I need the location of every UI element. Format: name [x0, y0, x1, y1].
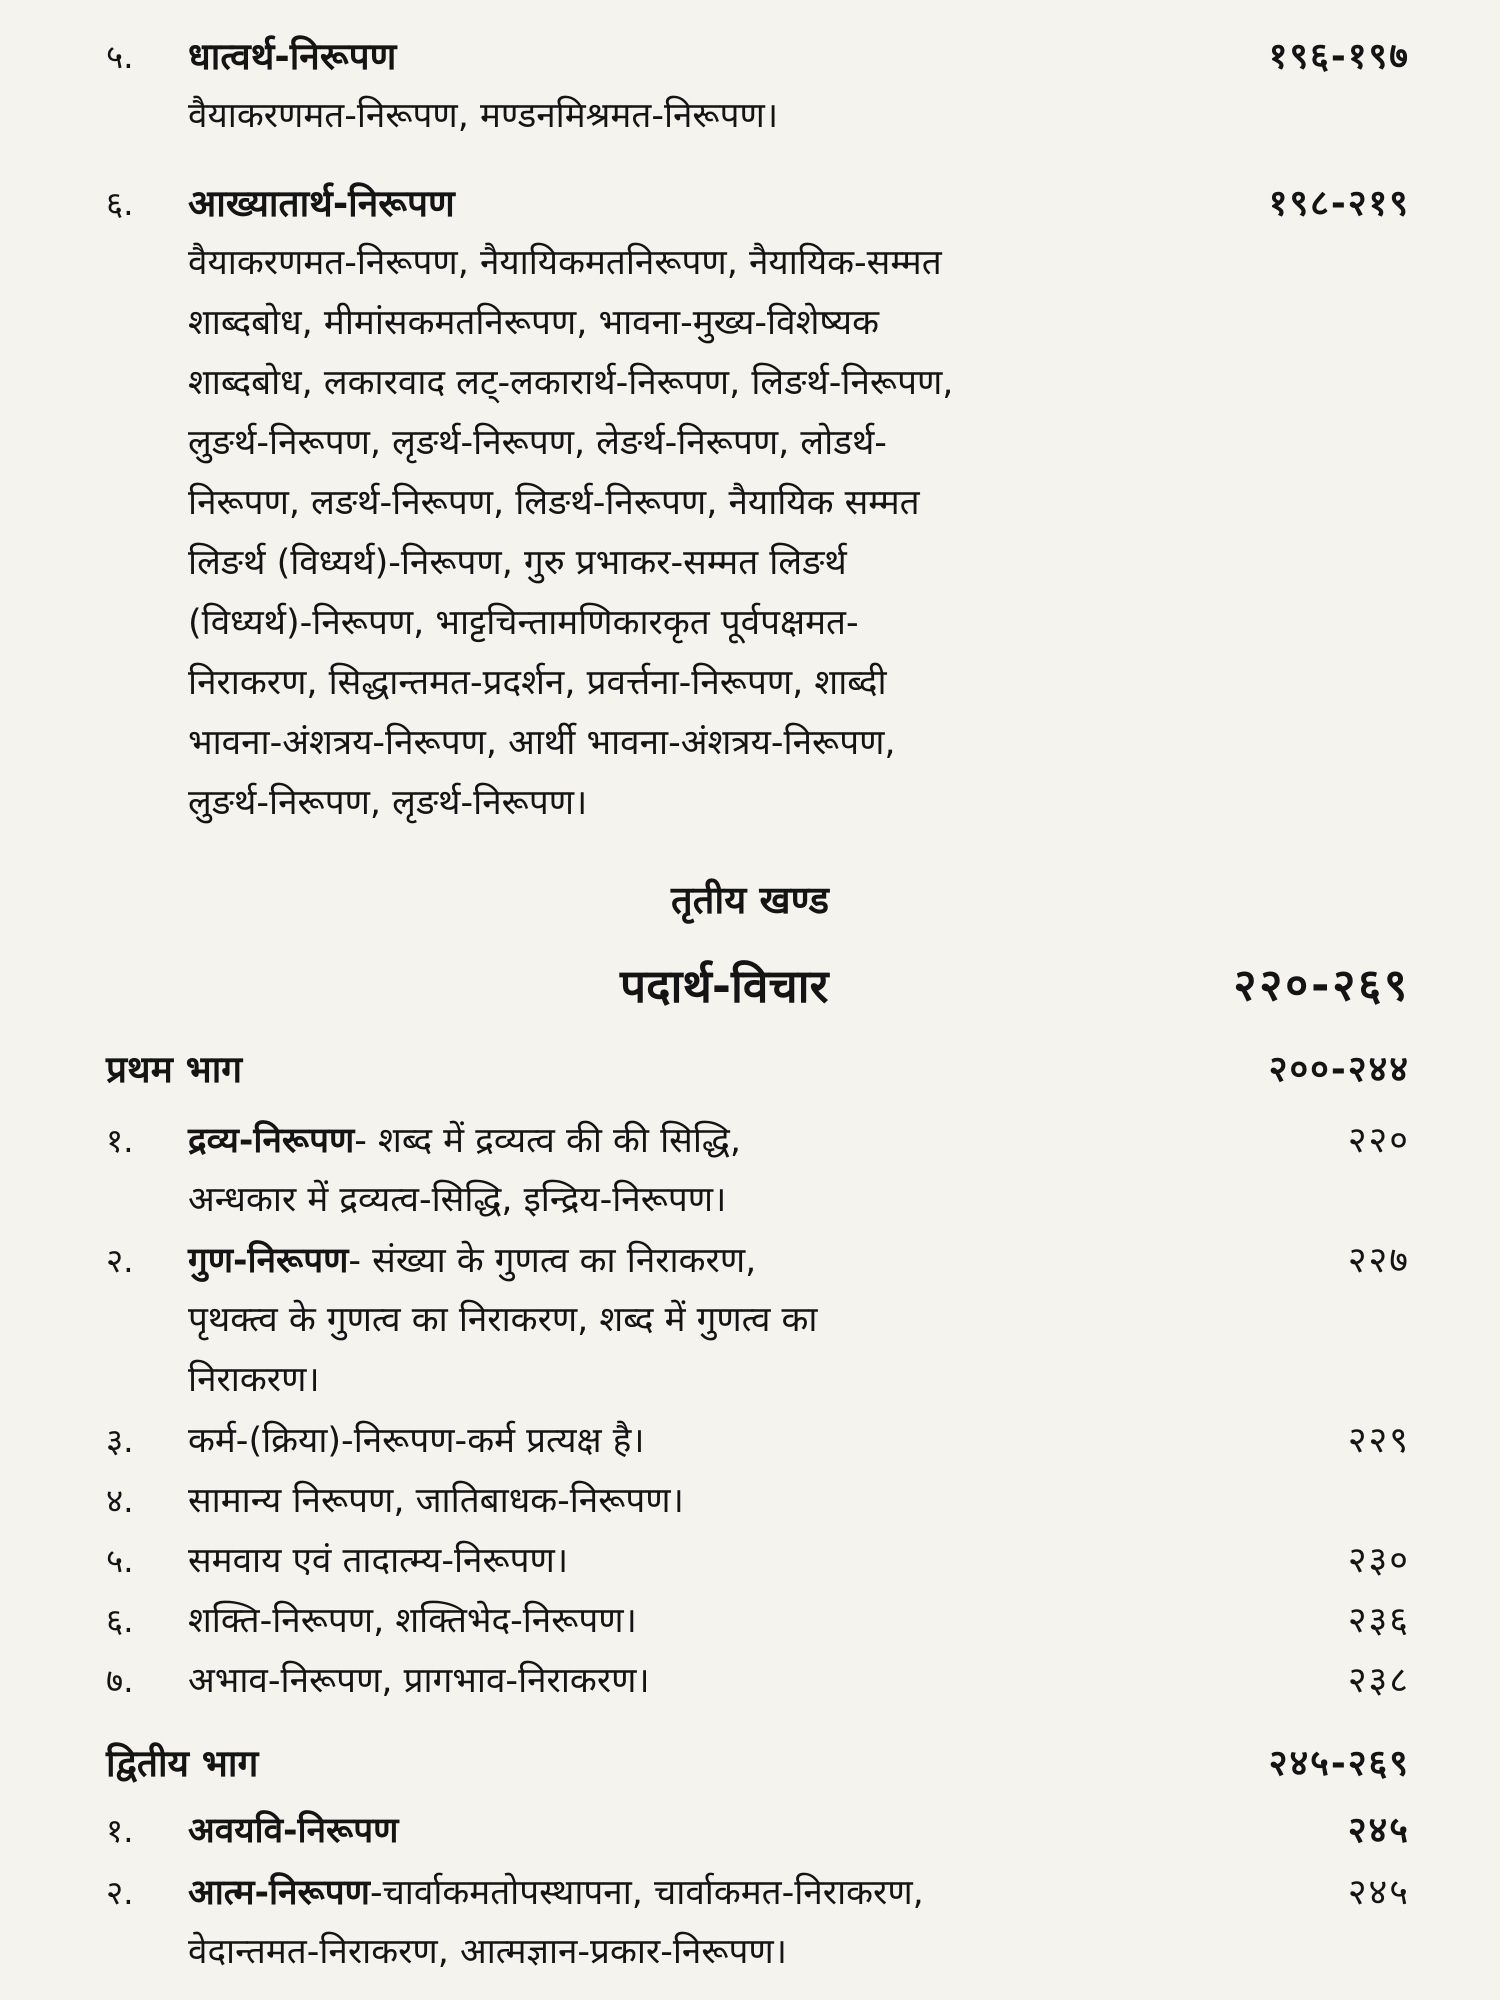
item-number: ७. [106, 1661, 134, 1700]
entry-detail-line: लिङर्थ (विध्यर्थ)-निरूपण, गुरु प्रभाकर-सम्मत लिङर्थ [188, 543, 847, 583]
entry-detail-line: निराकरण, सिद्धान्तमत-प्रदर्शन, प्रवर्त्तना-निरूपण, शाब्दी [188, 663, 887, 703]
entry-detail-line: भावना-अंशत्रय-निरूपण, आर्थी भावना-अंशत्रय-निरूपण, [188, 723, 896, 763]
section-pages: २२०-२६९ [1233, 960, 1410, 1011]
item-page: २२७ [1347, 1240, 1410, 1281]
item-text: सामान्य निरूपण, जातिबाधक-निरूपण। [188, 1481, 684, 1521]
item-number: ३. [106, 1421, 134, 1460]
item-detail-line: पृथक्त्व के गुणत्व का निराकरण, शब्द में गुणत्व का [188, 1300, 818, 1340]
part-label: द्वितीय भाग [106, 1742, 259, 1785]
item-page: २३८ [1347, 1660, 1410, 1701]
part1-item-2 [100, 1232, 1410, 1410]
part-1-heading [100, 1040, 1410, 1100]
item-text: समवाय एवं तादात्म्य-निरूपण। [188, 1541, 569, 1581]
entry-detail-line: शाब्दबोध, मीमांसकमतनिरूपण, भावना-मुख्य-विशेष्यक [188, 303, 879, 343]
part1-item-3 [100, 1412, 1410, 1470]
item-page: २३० [1347, 1540, 1410, 1581]
item-detail-line: अन्धकार में द्रव्यत्व-सिद्धि, इन्द्रिय-निरूपण। [188, 1180, 727, 1220]
part-pages: २४५-२६९ [1268, 1743, 1410, 1784]
section-title: पदार्थ-विचार [620, 959, 829, 1013]
entry-detail-line: निरूपण, लङर्थ-निरूपण, लिङर्थ-निरूपण, नैयायिक सम्मत [188, 483, 920, 523]
entry-detail-line: लुङर्थ-निरूपण, लृङर्थ-निरूपण। [188, 783, 588, 823]
part1-item-5 [100, 1532, 1410, 1590]
item-title: द्रव्य-निरूपण [188, 1121, 355, 1161]
toc-entry-6 [100, 175, 1410, 833]
item-text: - शब्द में द्रव्यत्व की की सिद्धि, [354, 1121, 741, 1161]
item-number: २. [106, 1241, 134, 1280]
item-number: ६. [106, 1601, 134, 1640]
section-title-row [0, 950, 1500, 1022]
part1-item-4 [100, 1472, 1410, 1530]
item-title: अवयवि-निरूपण [188, 1811, 399, 1851]
item-number: ४. [106, 1481, 134, 1520]
item-title: आत्म-निरूपण [188, 1873, 370, 1913]
part1-item-1 [100, 1112, 1410, 1230]
entry-title: धात्वर्थ-निरूपण [188, 35, 397, 78]
entry-detail-line: (विध्यर्थ)-निरूपण, भाट्टचिन्तामणिकारकृत पूर्वपक्षमत- [188, 603, 859, 643]
item-text: अभाव-निरूपण, प्रागभाव-निराकरण। [188, 1661, 650, 1701]
item-number: १. [106, 1121, 134, 1160]
item-text: -चार्वाकमतोपस्थापना, चार्वाकमत-निराकरण, [369, 1873, 924, 1913]
part2-item-1 [100, 1802, 1410, 1860]
entry-number: ६. [106, 184, 134, 223]
item-number: १. [106, 1811, 134, 1850]
entry-detail-line: वैयाकरणमत-निरूपण, मण्डनमिश्रमत-निरूपण। [188, 96, 779, 136]
item-page: २४५ [1347, 1810, 1410, 1851]
item-page: २२९ [1347, 1420, 1410, 1461]
item-detail-line: निराकरण। [188, 1360, 320, 1400]
entry-detail-line: लुङर्थ-निरूपण, लृङर्थ-निरूपण, लेङर्थ-निरूपण, लोडर्थ- [188, 423, 887, 463]
part-label: प्रथम भाग [106, 1048, 243, 1091]
entry-detail-line: शाब्दबोध, लकारवाद लट्-लकारार्थ-निरूपण, लिङर्थ-निरूपण, [188, 363, 954, 403]
item-page: २२० [1347, 1120, 1410, 1161]
item-detail-line: वेदान्तमत-निराकरण, आत्मज्ञान-प्रकार-निरूपण। [188, 1932, 788, 1972]
entry-pages: १९६-१९७ [1268, 36, 1410, 77]
item-page: २४५ [1347, 1872, 1410, 1913]
part-pages: २००-२४४ [1268, 1049, 1410, 1090]
item-title: गुण-निरूपण [188, 1241, 349, 1281]
entry-detail-line: वैयाकरणमत-निरूपण, नैयायिकमतनिरूपण, नैयायिक-सम्मत [188, 243, 942, 283]
section-khand-heading: तृतीय खण्ड [671, 878, 829, 922]
item-text: - संख्या के गुणत्व का निराकरण, [348, 1241, 757, 1281]
toc-entry-5 [100, 28, 1410, 146]
item-page: २३६ [1347, 1600, 1410, 1641]
part-2-heading [100, 1734, 1410, 1794]
item-text: शक्ति-निरूपण, शक्तिभेद-निरूपण। [188, 1601, 637, 1641]
item-text: कर्म-(क्रिया)-निरूपण-कर्म प्रत्यक्ष है। [188, 1421, 645, 1461]
entry-number: ५. [106, 37, 134, 76]
part1-item-7 [100, 1652, 1410, 1710]
item-number: ५. [106, 1541, 134, 1580]
entry-pages: १९८-२१९ [1268, 183, 1410, 224]
item-number: २. [106, 1873, 134, 1912]
entry-title: आख्यातार्थ-निरूपण [188, 182, 455, 225]
part1-item-6 [100, 1592, 1410, 1650]
part2-item-2 [100, 1864, 1410, 1982]
